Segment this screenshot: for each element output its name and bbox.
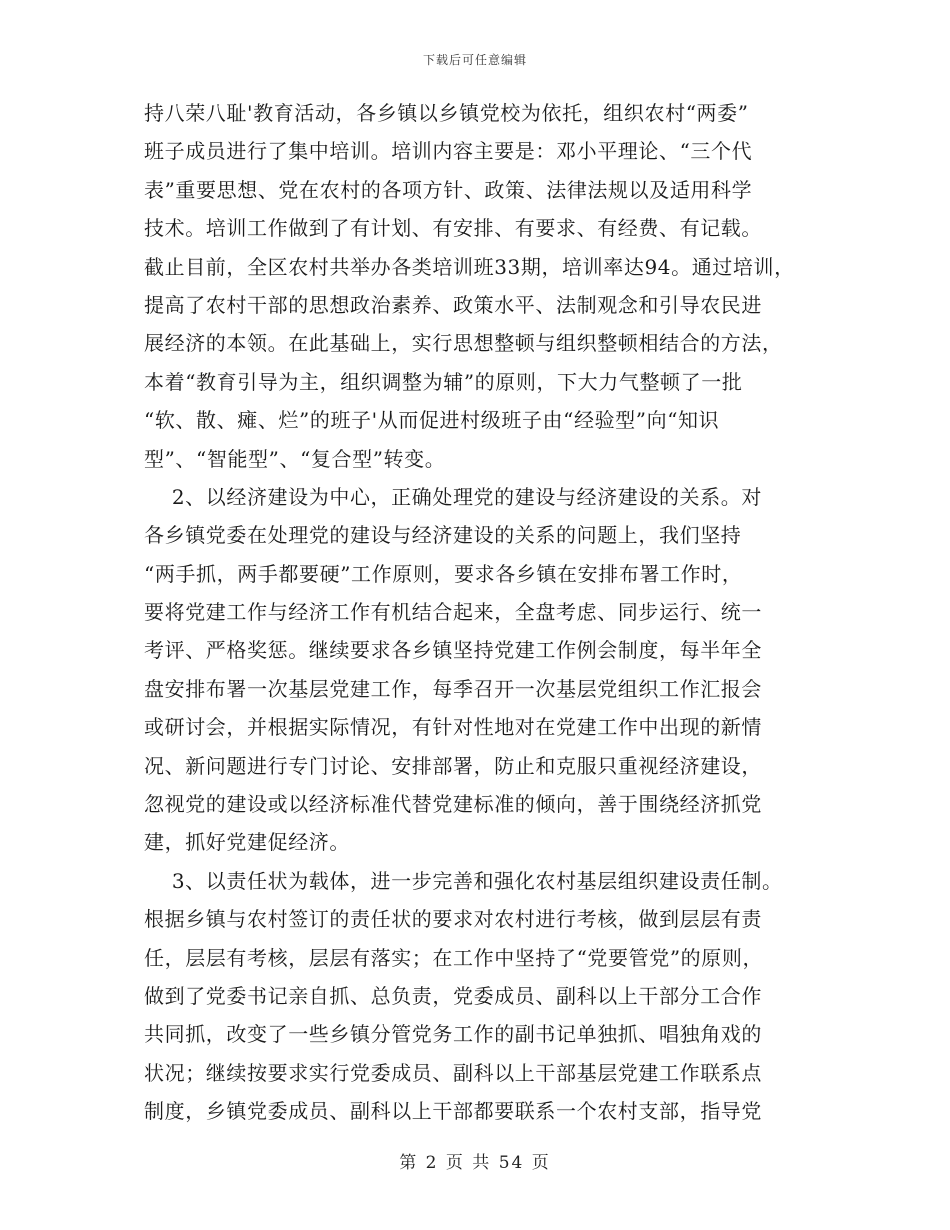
page-header: 下载后可任意编辑: [422, 53, 527, 67]
text-line: 各乡镇党委在处理党的建设与经济建设的关系的问题上，我们坚持: [144, 523, 742, 548]
text-line: 或研讨会，并根据实际情况，有针对性地对在党建工作中出现的新情: [144, 715, 762, 740]
text-line: 本着“教育引导为主，组织调整为辅”的原则，下大力气整顿了一批: [144, 369, 743, 394]
text-line: 状况；继续按要求实行党委成员、副科以上干部基层党建工作联系点: [144, 1060, 762, 1085]
text-line: 班子成员进行了集中培训。培训内容主要是：邓小平理论、“三个代: [144, 139, 753, 164]
text-line: “软、散、瘫、烂”的班子'从而促进村级班子由“经验型”向“知识: [144, 408, 720, 433]
text-line: 提高了农村干部的思想政治素养、政策水平、法制观念和引导农民进: [144, 292, 762, 317]
text-line: 任，层层有考核，层层有落实；在工作中坚持了“党要管党”的原则，: [144, 945, 764, 970]
text-line: 盘安排布署一次基层党建工作，每季召开一次基层党组织工作汇报会: [144, 676, 762, 701]
document-body: [144, 94, 834, 1131]
text-line: 展经济的本领。在此基础上，实行思想整顿与组织整顿相结合的方法，: [144, 331, 783, 356]
text-line: 考评、严格奖惩。继续要求各乡镇坚持党建工作例会制度，每半年全: [144, 638, 762, 663]
text-line: 制度，乡镇党委成员、副科以上干部都要联系一个农村支部，指导党: [144, 1099, 762, 1124]
text-line: 根据乡镇与农村签订的责任状的要求对农村进行考核，做到层层有责: [144, 907, 762, 932]
text-line: 型”、“智能型”、“复合型”转变。: [144, 446, 446, 471]
text-line: 建，抓好党建促经济。: [144, 830, 350, 855]
paragraph-2: [144, 478, 834, 862]
text-line: 况、新问题进行专门讨论、安排部署，防止和克服只重视经济建设，: [144, 753, 762, 778]
text-line: “两手抓，两手都要硬”工作原则，要求各乡镇在安排布署工作时，: [144, 561, 743, 586]
text-line: 截止目前，全区农村共举办各类培训班33期，培训率达94。通过培训，: [144, 254, 795, 279]
page-number-footer: 第 2 页 共 54 页: [399, 1153, 551, 1173]
text-line: 持八荣八耻'教育活动，各乡镇以乡镇党校为依托，组织农村“两委”: [144, 101, 749, 125]
text-line: 技术。培训工作做到了有计划、有安排、有要求、有经费、有记载。: [144, 216, 762, 241]
paragraph-1: [144, 94, 834, 478]
paragraph-3: [144, 862, 834, 1131]
text-line: 共同抓，改变了一些乡镇分管党务工作的副书记单独抓、唱独角戏的: [144, 1022, 762, 1047]
text-line: 表”重要思想、党在农村的各项方针、政策、法律法规以及适用科学: [144, 177, 753, 202]
text-line: 要将党建工作与经济工作有机结合起来，全盘考虑、同步运行、统一: [144, 600, 762, 625]
text-line: 2、以经济建设为中心，正确处理党的建设与经济建设的关系。对: [144, 484, 762, 509]
text-line: 做到了党委书记亲自抓、总负责，党委成员、副科以上干部分工合作: [144, 983, 762, 1008]
text-line: 3、以责任状为载体，进一步完善和强化农村基层组织建设责任制。: [144, 868, 783, 893]
text-line: 忽视党的建设或以经济标准代替党建标准的倾向，善于围绕经济抓党: [144, 792, 762, 817]
